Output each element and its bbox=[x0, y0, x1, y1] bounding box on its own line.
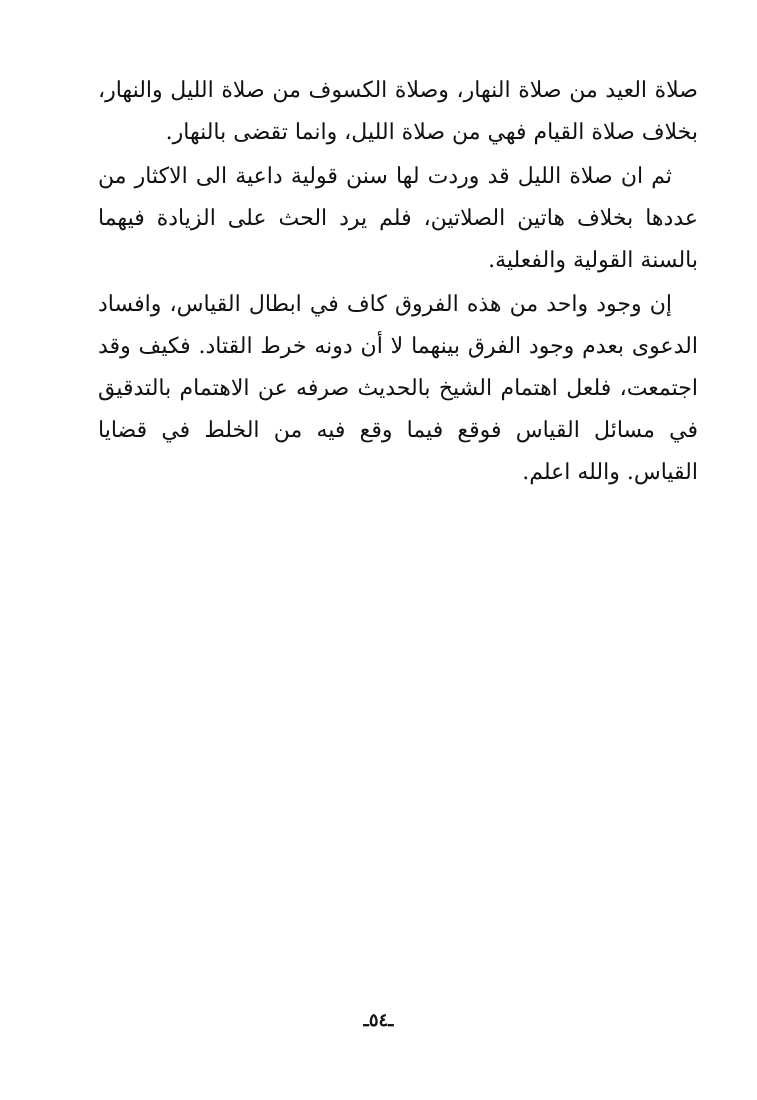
paragraph-2: ثم ان صلاة الليل قد وردت لها سنن قولية داعية الى الاكثار من عددها بخلاف هاتين الصلاتين، فلم يرد الحث على الزيادة فيهما بالسنة القولية والفعلية. bbox=[98, 164, 698, 273]
body-text bbox=[98, 70, 698, 494]
paragraph-3: إن وجود واحد من هذه الفروق كاف في ابطال القياس، وافساد الدعوى بعدم وجود الفرق بينهما لا أن دونه خرط القتاد. فكيف وقد اجتمعت، فلعل اهتمام الشيخ بالحديث صرفه عن الاهتمام بالتدقيق في مسائل القياس فوقع فيما وقع فيه من الخلط في قضايا القياس. والله اعلم. bbox=[98, 292, 699, 485]
paragraph-1: صلاة العيد من صلاة النهار، وصلاة الكسوف من صلاة الليل والنهار، بخلاف صلاة القيام فهي من صلاة الليل، وانما تقضى بالنهار. bbox=[98, 78, 698, 145]
page-number: ـ٥٤ـ bbox=[363, 1010, 394, 1031]
